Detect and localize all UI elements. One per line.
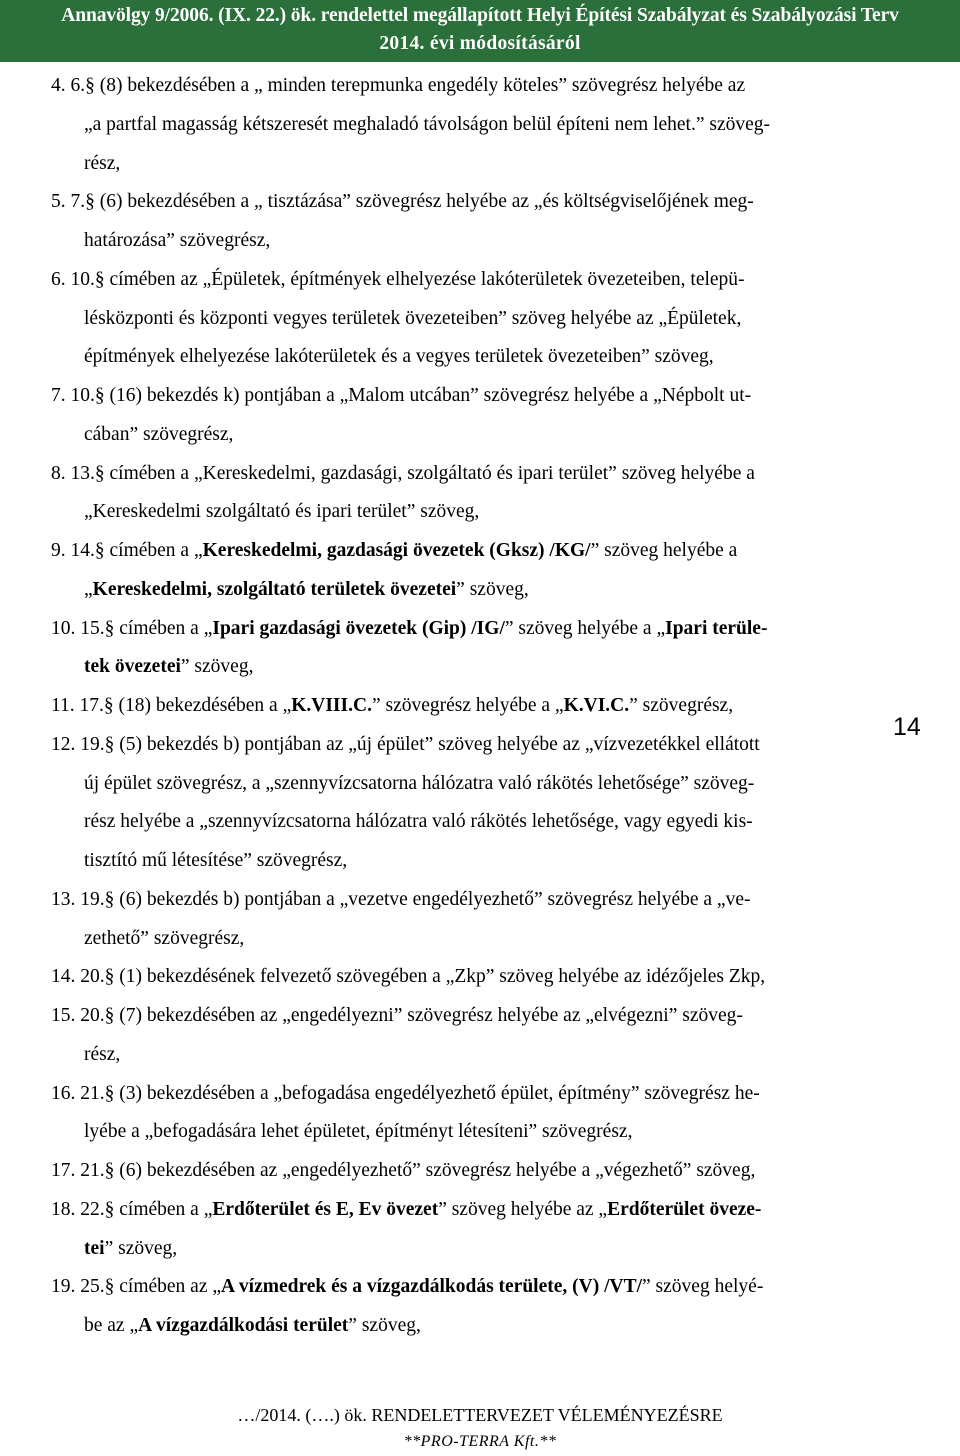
text-line	[51, 267, 745, 293]
text-line	[51, 538, 737, 564]
text-line	[84, 1119, 632, 1145]
text-line	[51, 616, 767, 642]
text-run: 17. 21.§ (6) bekezdésében az „engedélyezhető” szövegrész helyébe a „végezhető” szöveg,	[51, 1160, 756, 1181]
text-run: 15. 20.§ (7) bekezdésében az „engedélyezni” szövegrész helyébe az „elvégezni” szöveg-	[51, 1005, 743, 1026]
text-run: 5. 7.§ (6) bekezdésében a „ tisztázása” szövegrész helyébe az „és költségviselőjének meg-	[51, 191, 754, 212]
text-run: ” szöveg,	[456, 579, 529, 600]
text-run: határozása” szövegrész,	[84, 230, 271, 251]
bold-text: tei	[84, 1238, 105, 1259]
text-run: ” szöveg helyé-	[642, 1276, 764, 1297]
text-run: ” szöveg,	[180, 656, 254, 677]
bold-text: A vízgazdálkodási terület	[138, 1315, 349, 1336]
text-run: 9. 14.§ címében a „	[51, 540, 203, 561]
bold-text: Ipari gazdasági övezetek (Gip) /IG/	[212, 618, 505, 639]
text-run: cában” szövegrész,	[84, 424, 234, 445]
text-line	[84, 344, 714, 370]
text-line	[51, 693, 733, 719]
bold-text: K.VI.C.	[563, 695, 630, 716]
text-line	[51, 383, 751, 409]
text-run: lyébe a „befogadására lehet épületet, építményt létesíteni” szövegrész,	[84, 1121, 633, 1142]
text-run: 14. 20.§ (1) bekezdésének felvezető szövegében a „Zkp” szöveg helyébe az idézőjeles Zkp,	[51, 966, 766, 987]
text-run: rész,	[84, 153, 121, 174]
bold-text: Erdőterület és E, Ev övezet	[212, 1199, 439, 1220]
text-run: 8. 13.§ címében a „Kereskedelmi, gazdasági, szolgáltató és ipari terület” szöveg helyébe a	[51, 463, 755, 484]
text-line	[51, 1003, 743, 1029]
text-line	[51, 461, 755, 487]
text-line	[84, 499, 479, 525]
text-run: tisztító mű létesítése” szövegrész,	[84, 850, 348, 871]
text-run: 12. 19.§ (5) bekezdés b) pontjában az „új épület” szöveg helyébe az „vízvezetékkel ellátott	[51, 734, 760, 755]
text-line	[51, 964, 765, 990]
text-run: „a partfal magasság kétszeresét meghaladó távolságon belül építeni nem lehet.” szöveg-	[84, 114, 771, 135]
bold-text: Erdőterület öveze-	[607, 1199, 762, 1220]
text-line	[84, 1042, 120, 1068]
bold-text: tek övezetei	[84, 656, 181, 677]
text-line	[84, 228, 270, 254]
text-line	[84, 151, 120, 177]
text-run: zethető” szövegrész,	[84, 928, 245, 949]
header-title-line2: 2014. évi módosításáról	[379, 33, 581, 54]
text-line	[51, 73, 745, 99]
text-line	[84, 926, 244, 952]
text-run: új épület szövegrész, a „szennyvízcsatorna hálózatra való rákötés lehetősége” szöveg-	[84, 773, 755, 794]
text-run: „Kereskedelmi szolgáltató és ipari terület” szöveg,	[84, 501, 480, 522]
text-line	[51, 887, 751, 913]
text-run: 4. 6.§ (8) bekezdésében a „ minden terepmunka engedély köteles” szövegrész helyébe az	[51, 75, 746, 96]
text-run: ” szöveg,	[104, 1238, 178, 1259]
text-run: be az „	[84, 1315, 139, 1336]
text-run: 13. 19.§ (6) bekezdés b) pontjában a „vezetve engedélyezhető” szövegrész helyébe a „ve-	[51, 889, 751, 910]
text-run: rész helyébe a „szennyvízcsatorna hálózatra való rákötés lehetősége, vagy egyedi kis-	[84, 811, 753, 832]
text-run: 16. 21.§ (3) bekezdésében a „befogadása engedélyezhető épület, építmény” szövegrész he-	[51, 1083, 760, 1104]
text-line	[84, 112, 770, 138]
text-line	[51, 732, 760, 758]
text-line	[51, 189, 754, 215]
text-run: 11. 17.§ (18) bekezdésében a „	[51, 695, 292, 716]
text-run: ” szöveg helyébe a	[590, 540, 738, 561]
text-line	[84, 848, 347, 874]
text-line	[51, 1158, 755, 1184]
text-run: ” szövegrész helyébe a „	[371, 695, 564, 716]
text-line	[84, 771, 754, 797]
text-run: 19. 25.§ címében az „	[51, 1276, 222, 1297]
bold-text: K.VIII.C.	[291, 695, 372, 716]
text-run: 7. 10.§ (16) bekezdés k) pontjában a „Malom utcában” szövegrész helyébe a „Népbolt ut-	[51, 385, 752, 406]
text-run: ” szöveg helyébe az „	[438, 1199, 608, 1220]
document-header	[0, 0, 960, 62]
text-run: 6. 10.§ címében az „Épületek, építmények elhelyezése lakóterületek övezeteiben, telepü-	[51, 269, 745, 290]
header-title-line1: Annavölgy 9/2006. (IX. 22.) ök. rendelettel megállapított Helyi Építési Szabályzat és Szabályozási Terv	[61, 5, 899, 26]
text-line	[51, 1197, 761, 1223]
text-line	[51, 1274, 763, 1300]
bold-text: Kereskedelmi, gazdasági övezetek (Gksz) /KG/	[202, 540, 591, 561]
text-run: 10. 15.§ címében a „	[51, 618, 213, 639]
bold-text: A vízmedrek és a vízgazdálkodás területe, (V) /VT/	[221, 1276, 643, 1297]
text-run: rész,	[84, 1044, 121, 1065]
page-number: 14	[893, 713, 921, 741]
text-run: lésközponti és központi vegyes területek övezeteiben” szöveg helyébe az „Épületek,	[84, 308, 742, 329]
text-run: ” szöveg,	[348, 1315, 421, 1336]
text-line	[84, 422, 233, 448]
footer-line1: …/2014. (….) ök. RENDELETTERVEZET VÉLEMÉNYEZÉSRE	[237, 1405, 723, 1425]
text-line	[51, 1081, 760, 1107]
text-run: ” szövegrész,	[629, 695, 734, 716]
text-line	[84, 654, 253, 680]
bold-text: Kereskedelmi, szolgáltató területek övezetei	[92, 579, 457, 600]
text-line	[84, 1313, 421, 1339]
text-line	[84, 577, 529, 603]
footer-line2: **PRO-TERRA Kft.**	[403, 1433, 557, 1450]
bold-text: Ipari terüle-	[665, 618, 768, 639]
text-line	[84, 306, 741, 332]
text-line	[84, 1236, 177, 1262]
text-run: ” szöveg helyébe a „	[504, 618, 666, 639]
text-run: „	[84, 579, 93, 600]
text-run: 18. 22.§ címében a „	[51, 1199, 213, 1220]
text-run: építmények elhelyezése lakóterületek és a vegyes területek övezeteiben” szöveg,	[84, 346, 714, 367]
text-line	[84, 809, 753, 835]
